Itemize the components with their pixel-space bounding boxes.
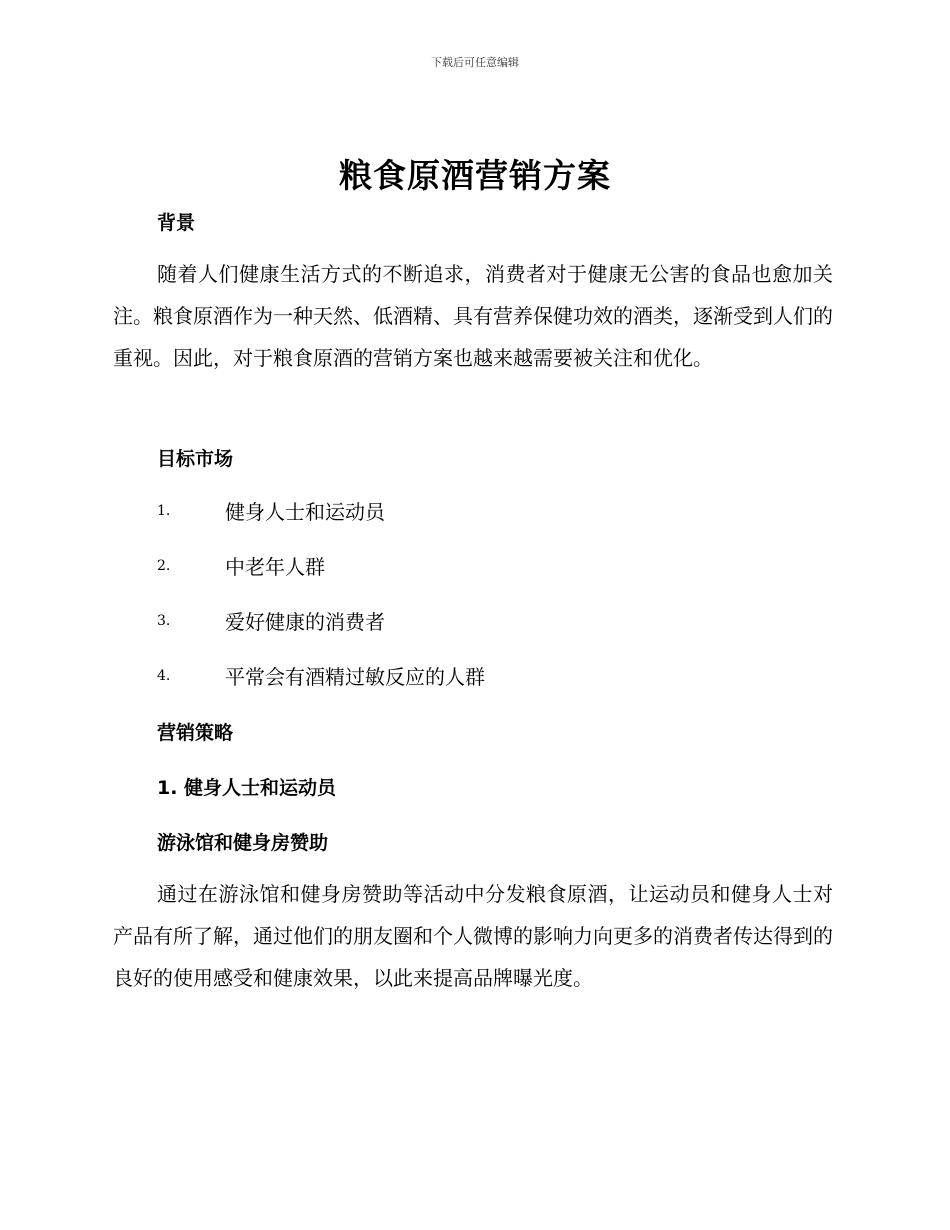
paragraph-sponsorship: 通过在游泳馆和健身房赞助等活动中分发粮食原酒，让运动员和健身人士对产品有所了解，通过他们的朋友圈和个人微博的影响力向更多的消费者传达得到的良好的使用感受和健康效果，以此来提高品牌曝光度。 — [113, 882, 833, 990]
list-item — [157, 496, 385, 525]
list-number: 4. — [157, 667, 171, 684]
list-item — [157, 551, 325, 580]
list-number: 2. — [157, 557, 171, 574]
list-number: 3. — [157, 612, 171, 629]
subheading-sponsorship: 游泳馆和健身房赞助 — [157, 832, 329, 854]
subheading-fitness: 1. 健身人士和运动员 — [157, 777, 337, 799]
list-text: 中老年人群 — [225, 555, 325, 579]
list-item — [157, 661, 485, 690]
list-text: 平常会有酒精过敏反应的人群 — [225, 665, 485, 689]
list-number: 1. — [157, 502, 171, 519]
heading-background: 背景 — [157, 212, 196, 234]
list-text: 爱好健康的消费者 — [225, 610, 385, 634]
paragraph-background: 随着人们健康生活方式的不断追求，消费者对于健康无公害的食品也愈加关注。粮食原酒作为一种天然、低酒精、具有营养保健功效的酒类，逐渐受到人们的重视。因此，对于粮食原酒的营销方案也越来越需要被关注和优化。 — [113, 262, 833, 370]
page-header: 下载后可任意编辑 — [431, 56, 519, 69]
heading-strategy: 营销策略 — [157, 722, 234, 744]
heading-target-market: 目标市场 — [157, 448, 234, 470]
list-text: 健身人士和运动员 — [225, 500, 385, 524]
document-title: 粮食原酒营销方案 — [339, 156, 611, 195]
list-item — [157, 606, 385, 635]
